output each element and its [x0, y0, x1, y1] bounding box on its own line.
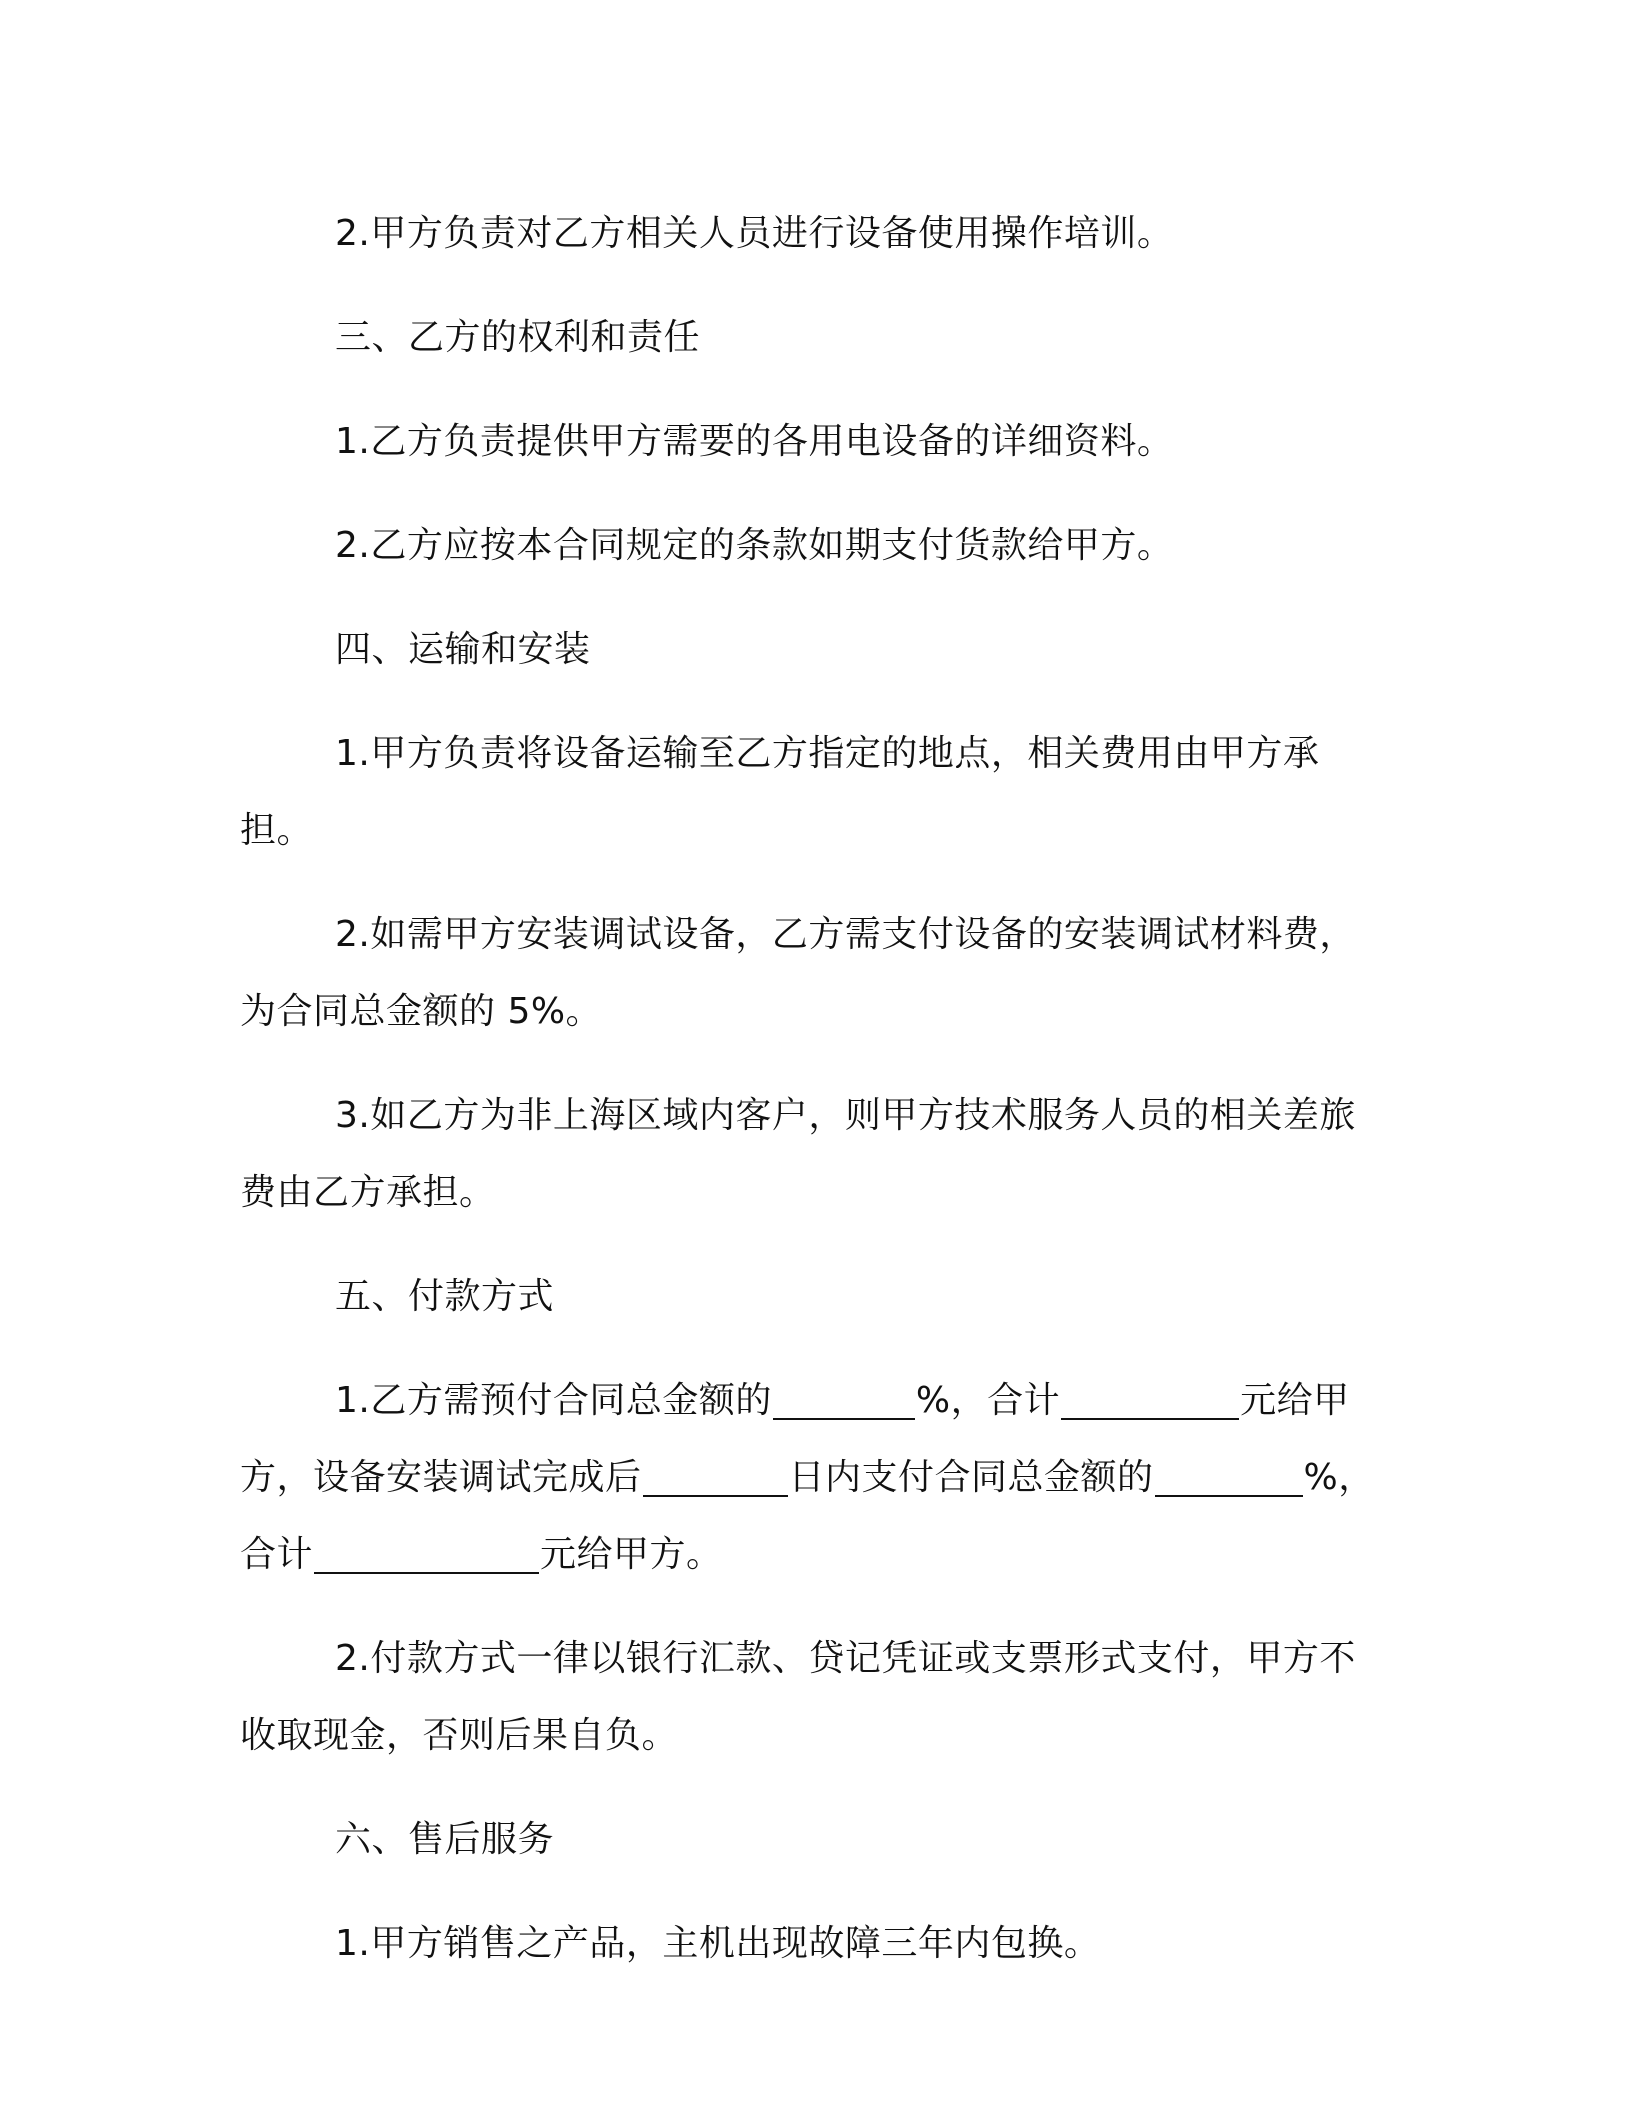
section-heading-5: 五、付款方式 [335, 1276, 555, 1317]
amount-blank-2[interactable] [314, 1536, 539, 1574]
section-heading-3: 三、乙方的权利和责任 [335, 317, 701, 358]
section-heading-4: 四、运输和安装 [335, 629, 591, 670]
payment-text-part-3: 元给甲方，设备安装调试完成后 [240, 1380, 1350, 1498]
payment-text-part-5: %，合计 [240, 1457, 1375, 1575]
clause-2-installation: 2.如需甲方安装调试设备，乙方需支付设备的安装调试材料费，为合同总金额的 5%。 [240, 914, 1356, 1032]
clause-1-device-info: 1.乙方负责提供甲方需要的各用电设备的详细资料。 [335, 421, 1174, 462]
clause-2-payment: 2.乙方应按本合同规定的条款如期支付货款给甲方。 [335, 525, 1174, 566]
payment-text-part-1: 1.乙方需预付合同总金额的 [335, 1380, 772, 1421]
section-heading-6: 六、售后服务 [335, 1819, 555, 1860]
document-page [240, 195, 1390, 2009]
clause-2-training: 2.甲方负责对乙方相关人员进行设备使用操作培训。 [335, 213, 1174, 254]
payment-text-part-2: %，合计 [915, 1380, 1061, 1421]
payment-text-part-4: 日内支付合同总金额的 [788, 1457, 1154, 1498]
percent-blank-2[interactable] [1155, 1459, 1303, 1497]
amount-blank-1[interactable] [1061, 1382, 1239, 1420]
clause-2-payment-method: 2.付款方式一律以银行汇款、贷记凭证或支票形式支付，甲方不收取现金，否则后果自负。 [240, 1638, 1356, 1756]
clause-1-payment-terms [240, 1362, 1390, 1593]
payment-text-part-6: 元给甲方。 [540, 1534, 723, 1575]
clause-1-warranty: 1.甲方销售之产品，主机出现故障三年内包换。 [335, 1923, 1101, 1964]
percent-blank-1[interactable] [773, 1382, 915, 1420]
clause-3-travel: 3.如乙方为非上海区域内客户，则甲方技术服务人员的相关差旅费由乙方承担。 [240, 1095, 1356, 1213]
clause-1-transport: 1.甲方负责将设备运输至乙方指定的地点，相关费用由甲方承担。 [240, 733, 1320, 851]
days-blank[interactable] [643, 1459, 788, 1497]
